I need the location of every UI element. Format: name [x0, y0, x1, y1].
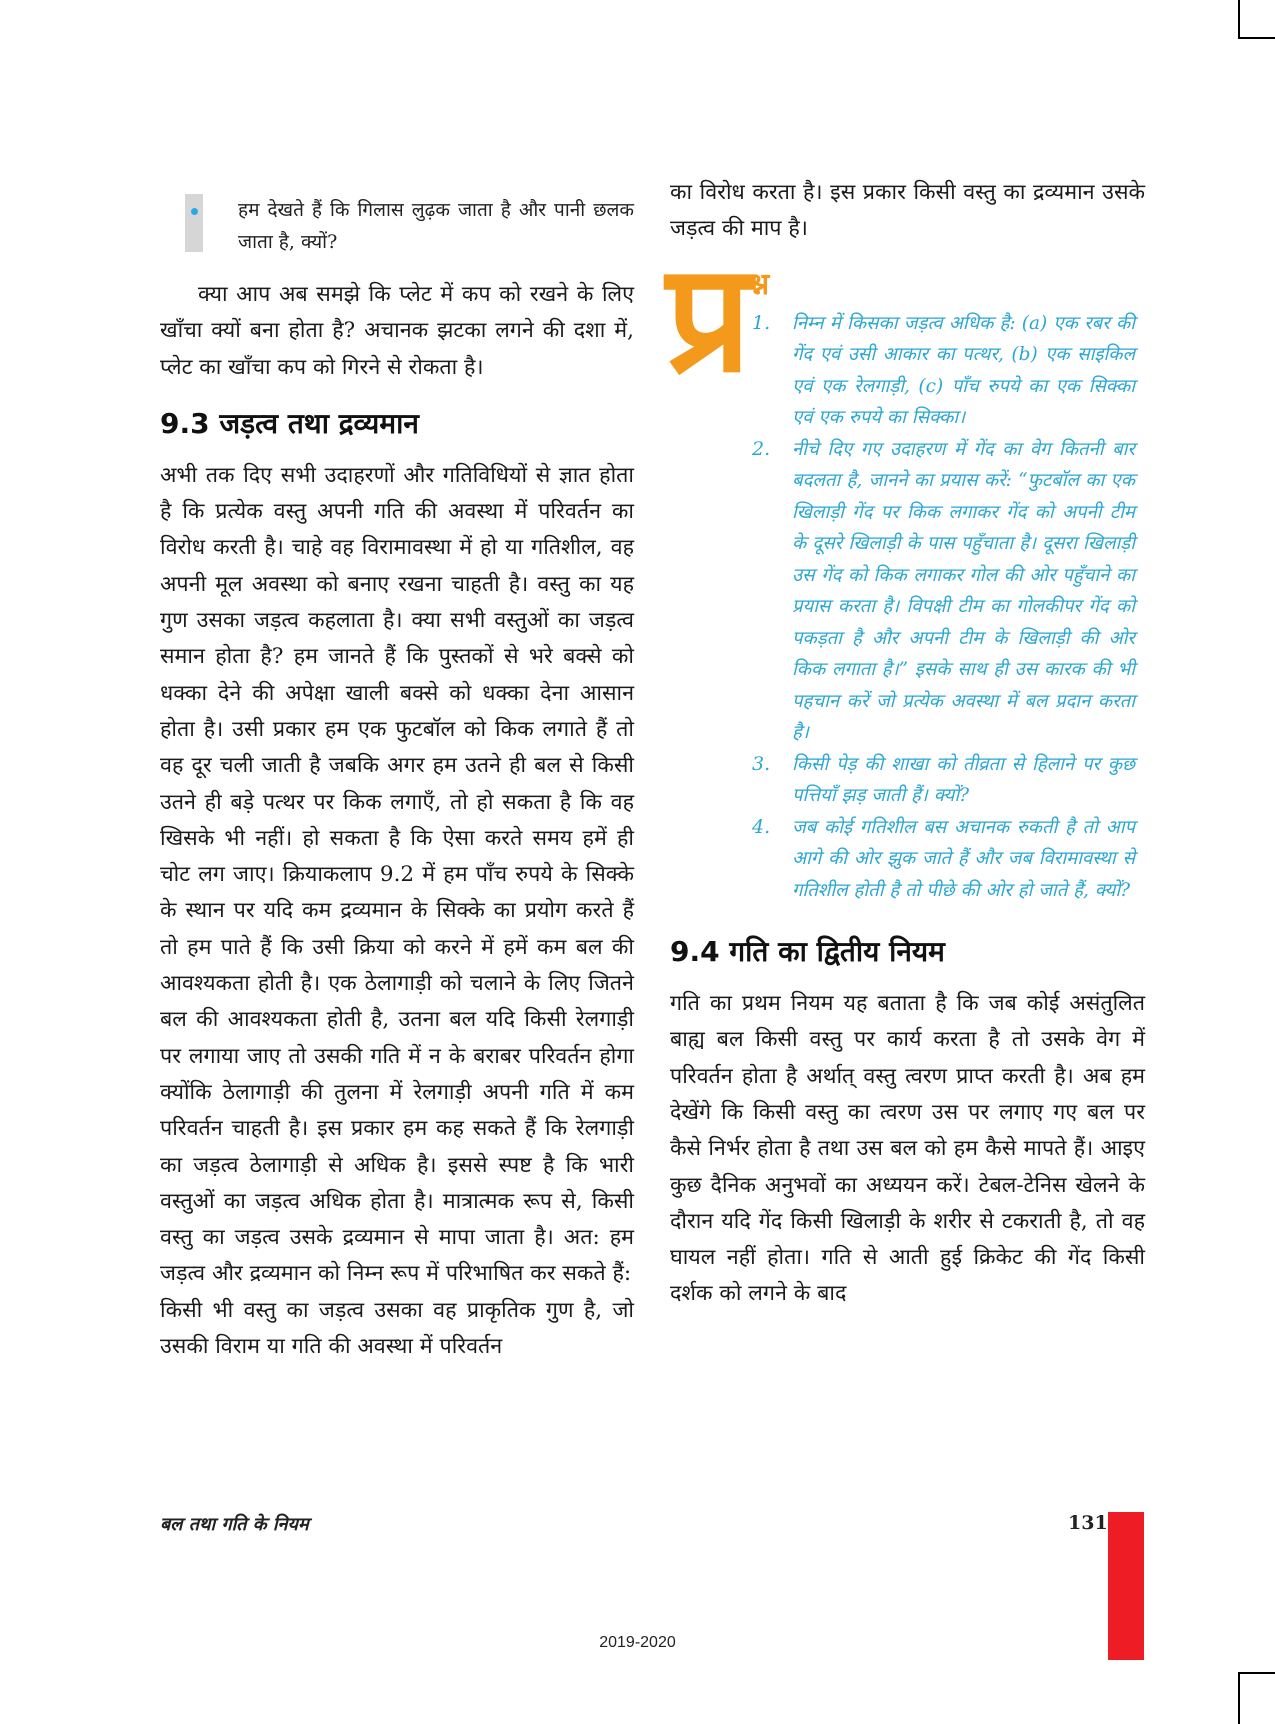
left-column	[160, 175, 634, 1365]
bullet-question	[160, 194, 634, 258]
question-text: किसी पेड़ की शाखा को तीव्रता से हिलाने पर कुछ पत्तियाँ झड़ जाती हैं। क्यों?	[792, 753, 1135, 807]
question-number: 3.	[752, 752, 771, 775]
question-text: निम्न में किसका जड़त्व अधिक है: (a) एक रबर की गेंद एवं उसी आकार का पत्थर, (b) एक साइकिल एवं एक रेलगाड़ी, (c) पाँच रुपये का एक सिक्का एवं एक रुपये का सिक्का।	[792, 312, 1135, 429]
inertia-paragraph: अभी तक दिए सभी उदाहरणों और गतिविधियों से ज्ञात होता है कि प्रत्येक वस्तु अपनी गति की अवस्था में परिवर्तन का विरोध करती है। चाहे वह विरामावस्था में हो या गतिशील, वह अपनी मूल अवस्था को बनाए रखना चाहती है। वस्तु का यह गुण उसका जड़त्व कहलाता है। क्या सभी वस्तुओं का जड़त्व समान होता है? हम जानते हैं कि पुस्तकों से भरे बक्से को धक्का देने की अपेक्षा खाली बक्से को धक्का देना आसान होता है। उसी प्रकार हम एक फुटबॉल को किक लगाते हैं तो वह दूर चली जाती है जबकि अगर हम उतने ही बल से किसी उतने ही बड़े पत्थर पर किक लगाएँ, तो हो सकता है कि वह खिसके भी नहीं। हो सकता है कि ऐसा करते समय हमें ही चोट लग जाए। क्रियाकलाप 9.2 में हम पाँच रुपये के सिक्के के स्थान पर यदि कम द्रव्यमान के सिक्के का प्रयोग करते हैं तो हम पाते हैं कि उसी क्रिया को करने में हमें कम बल की आवश्यकता होती है। एक ठेलागाड़ी को चलाने के लिए जितने बल की आवश्यकता होती है, उतना बल यदि किसी रेलगाड़ी पर लगाया जाए तो उसकी गति में न के बराबर परिवर्तन होगा क्योंकि ठेलागाड़ी की तुलना में रेलगाड़ी अपनी गति में कम परिवर्तन चाहती है। इस प्रकार हम कह सकते हैं कि रेलगाड़ी का जड़त्व ठेलागाड़ी से अधिक है। इससे स्पष्ट है कि भारी वस्तुओं का जड़त्व अधिक होता है। मात्रात्मक रूप से, किसी वस्तु का जड़त्व उसके द्रव्यमान से मापा जाता है। अत: हम जड़त्व और द्रव्यमान को निम्न रूप में परिभाषित कर सकते हैं:	[160, 462, 634, 1287]
question-item	[670, 749, 1145, 812]
bullet-bar	[185, 194, 203, 252]
question-item	[670, 308, 1145, 434]
edition-year: 2019-2020	[599, 1634, 676, 1651]
bullet-dot-icon	[191, 208, 198, 215]
intro-paragraph: क्या आप अब समझे कि प्लेट में कप को रखने के लिए खाँचा क्यों बना होता है? अचानक झटका लगने की दशा में, प्लेट का खाँचा कप को गिरने से रोकता है।	[160, 282, 634, 380]
question-item	[670, 812, 1145, 907]
continued-paragraph: का विरोध करता है। इस प्रकार किसी वस्तु का द्रव्यमान उसके जड़त्व की माप है।	[670, 180, 1145, 242]
question-number: 1.	[752, 311, 771, 334]
second-law-paragraph: गति का प्रथम नियम यह बताता है कि जब कोई असंतुलित बाह्य बल किसी वस्तु पर कार्य करता है तो उसके वेग में परिवर्तन होता है अर्थात् वस्तु त्वरण प्राप्त करती है। अब हम देखेंगे कि किसी वस्तु का त्वरण उस पर लगाए गए बल पर कैसे निर्भर होता है तथा उस बल को हम कैसे मापते हैं। आइए कुछ दैनिक अनुभवों का अध्ययन करें। टेबल-टेनिस खेलने के दौरान यदि गेंद किसी खिलाड़ी के शरीर से टकराती है, तो वह घायल नहीं होता। गति से आती हुई क्रिकेट की गेंद किसी दर्शक को लगने के बाद	[670, 991, 1145, 1307]
definition-paragraph: किसी भी वस्तु का जड़त्व उसका वह प्राकृतिक गुण है, जो उसकी विराम या गति की अवस्था में परिवर्तन	[160, 1297, 634, 1360]
crop-mark-bottom-right	[1238, 1672, 1275, 1724]
section-heading-9-3: 9.3 जड़त्व तथा द्रव्यमान	[160, 406, 419, 440]
questions-glyph: प्र	[666, 231, 752, 406]
right-column	[666, 175, 1145, 1313]
questions-suffix: श्न	[748, 266, 770, 302]
crop-mark-top-right	[1238, 0, 1275, 39]
question-item	[670, 434, 1145, 749]
question-number: 2.	[752, 437, 771, 460]
question-text: नीचे दिए गए उदाहरण में गेंद का वेग कितनी बार बदलता है, जानने का प्रयास करें: “फुटबॉल का एक खिलाड़ी गेंद पर किक लगाकर गेंद को अपनी टीम के दूसरे खिलाड़ी के पास पहुँचाता है। दूसरा खिलाड़ी उस गेंद को किक लगाकर गोल की ओर पहुँचाने का प्रयास करता है। विपक्षी टीम का गोलकीपर गेंद को पकड़ता है और अपनी टीम के खिलाड़ी की ओर किक लगाता है।” इसके साथ ही उस कारक की भी पहचान करें जो प्रत्येक अवस्था में बल प्रदान करता है।	[792, 438, 1135, 744]
bullet-text: हम देखते हैं कि गिलास लुढ़क जाता है और पानी छलक जाता है, क्यों?	[238, 199, 634, 253]
section-heading-9-4: 9.4 गति का द्वितीय नियम	[670, 935, 945, 969]
chapter-title: बल तथा गति के नियम	[160, 1514, 309, 1535]
page-number: 131	[1068, 1512, 1108, 1534]
question-text: जब कोई गतिशील बस अचानक रुकती है तो आप आगे की ओर झुक जाते हैं और जब विरामावस्था से गतिशील होती है तो पीछे की ओर हो जाते हैं, क्यों?	[792, 816, 1135, 901]
questions-box	[666, 231, 1145, 907]
question-number: 4.	[752, 815, 771, 838]
questions-list	[670, 262, 1145, 907]
